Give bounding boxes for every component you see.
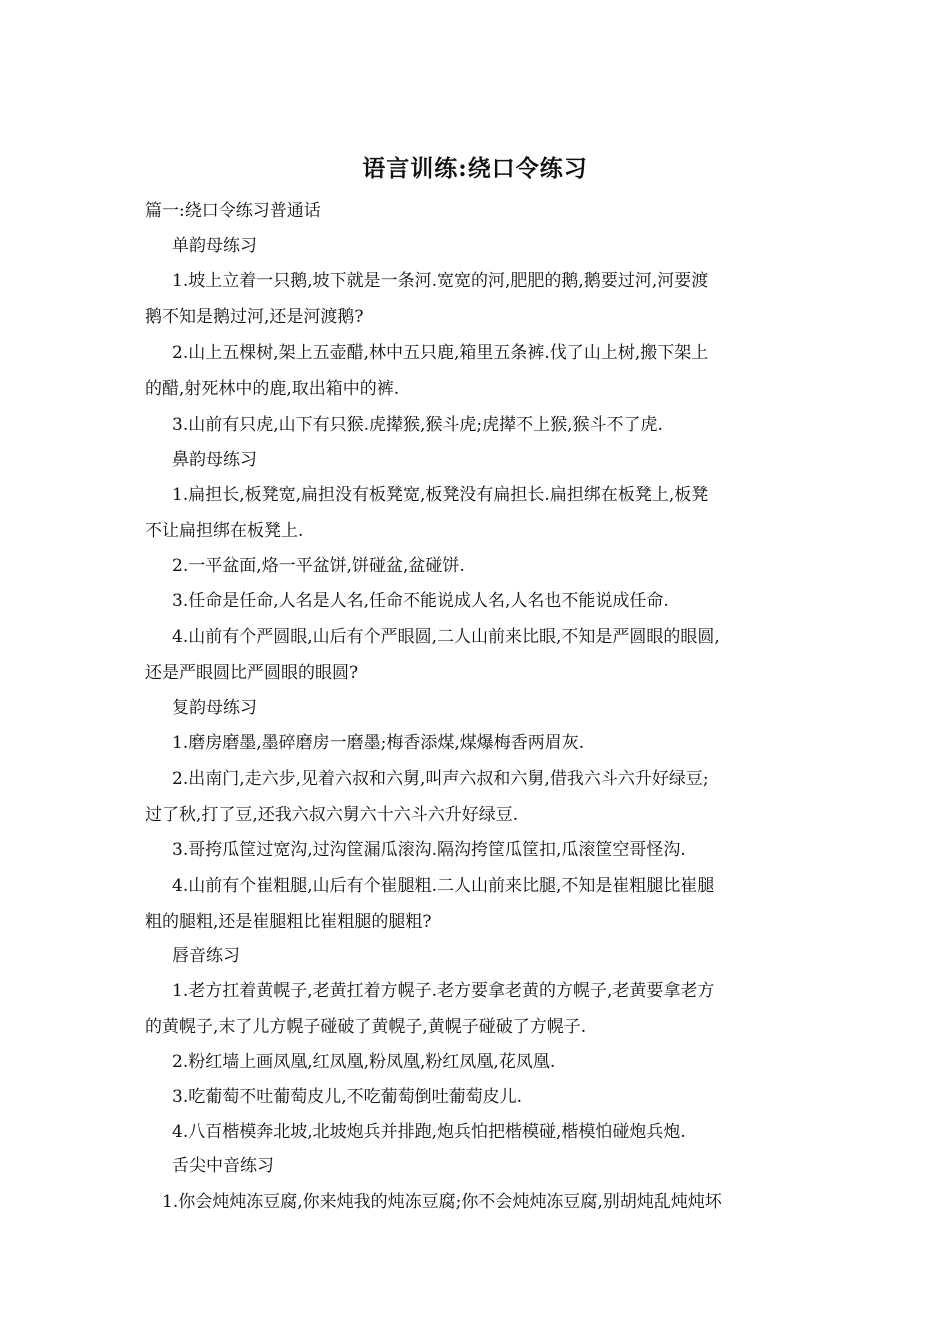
paragraph-line: 4.山前有个严圆眼,山后有个严眼圆,二人山前来比眼,不知是严圆眼的眼圆, (172, 627, 720, 647)
paragraph-line: 3.吃葡萄不吐葡萄皮儿,不吃葡萄倒吐葡萄皮儿. (172, 1087, 523, 1107)
paragraph-line: 1.磨房磨墨,墨碎磨房一磨墨;梅香添煤,煤爆梅香两眉灰. (172, 733, 585, 753)
paragraph-line: 的黄幌子,末了儿方幌子碰破了黄幌子,黄幌子碰破了方幌子. (145, 1017, 587, 1037)
paragraph-line: 不让扁担绑在板凳上. (145, 521, 304, 541)
subsection-heading: 鼻韵母练习 (172, 450, 257, 470)
subsection-heading: 单韵母练习 (172, 236, 257, 256)
paragraph-line: 鹅不知是鹅过河,还是河渡鹅? (145, 307, 364, 327)
subsection-heading: 复韵母练习 (172, 698, 257, 718)
paragraph-line: 3.哥挎瓜筐过宽沟,过沟筐漏瓜滚沟.隔沟挎筐瓜筐扣,瓜滚筐空哥怪沟. (172, 840, 686, 860)
section-heading: 篇一:绕口令练习普通话 (145, 201, 321, 221)
paragraph-line: 1.坡上立着一只鹅,坡下就是一条河.宽宽的河,肥肥的鹅,鹅要过河,河要渡 (172, 271, 709, 291)
document-title: 语言训练:绕口令练习 (362, 155, 588, 182)
subsection-heading: 唇音练习 (172, 946, 240, 966)
paragraph-line: 2.粉红墙上画凤凰,红凤凰,粉凤凰,粉红凤凰,花凤凰. (172, 1052, 556, 1072)
paragraph-line: 3.任命是任命,人名是人名,任命不能说成人名,人名也不能说成任命. (172, 591, 669, 611)
paragraph-line: 还是严眼圆比严圆眼的眼圆? (145, 663, 359, 683)
paragraph-line: 2.一平盆面,烙一平盆饼,饼碰盆,盆碰饼. (172, 556, 465, 576)
subsection-heading: 舌尖中音练习 (172, 1156, 274, 1176)
paragraph-line: 1.扁担长,板凳宽,扁担没有板凳宽,板凳没有扁担长.扁担绑在板凳上,板凳 (172, 485, 709, 505)
paragraph-line: 4.山前有个崔粗腿,山后有个崔腿粗.二人山前来比腿,不知是崔粗腿比崔腿 (172, 876, 715, 896)
paragraph-line: 3.山前有只虎,山下有只猴.虎撵猴,猴斗虎;虎撵不上猴,猴斗不了虎. (172, 415, 663, 435)
paragraph-line: 2.出南门,走六步,见着六叔和六舅,叫声六叔和六舅,借我六斗六升好绿豆; (172, 769, 709, 789)
paragraph-line: 1.你会炖炖冻豆腐,你来炖我的炖冻豆腐;你不会炖炖冻豆腐,别胡炖乱炖炖坏 (162, 1192, 722, 1212)
paragraph-line: 过了秋,打了豆,还我六叔六舅六十六斗六升好绿豆. (145, 805, 519, 825)
paragraph-line: 1.老方扛着黄幌子,老黄扛着方幌子.老方要拿老黄的方幌子,老黄要拿老方 (172, 981, 715, 1001)
paragraph-line: 粗的腿粗,还是崔腿粗比崔粗腿的腿粗? (145, 912, 432, 932)
paragraph-line: 的醋,射死林中的鹿,取出箱中的裤. (145, 379, 400, 399)
paragraph-line: 2.山上五棵树,架上五壶醋,林中五只鹿,箱里五条裤.伐了山上树,搬下架上 (172, 343, 709, 363)
paragraph-line: 4.八百楷模奔北坡,北坡炮兵并排跑,炮兵怕把楷模碰,楷模怕碰炮兵炮. (172, 1122, 686, 1142)
